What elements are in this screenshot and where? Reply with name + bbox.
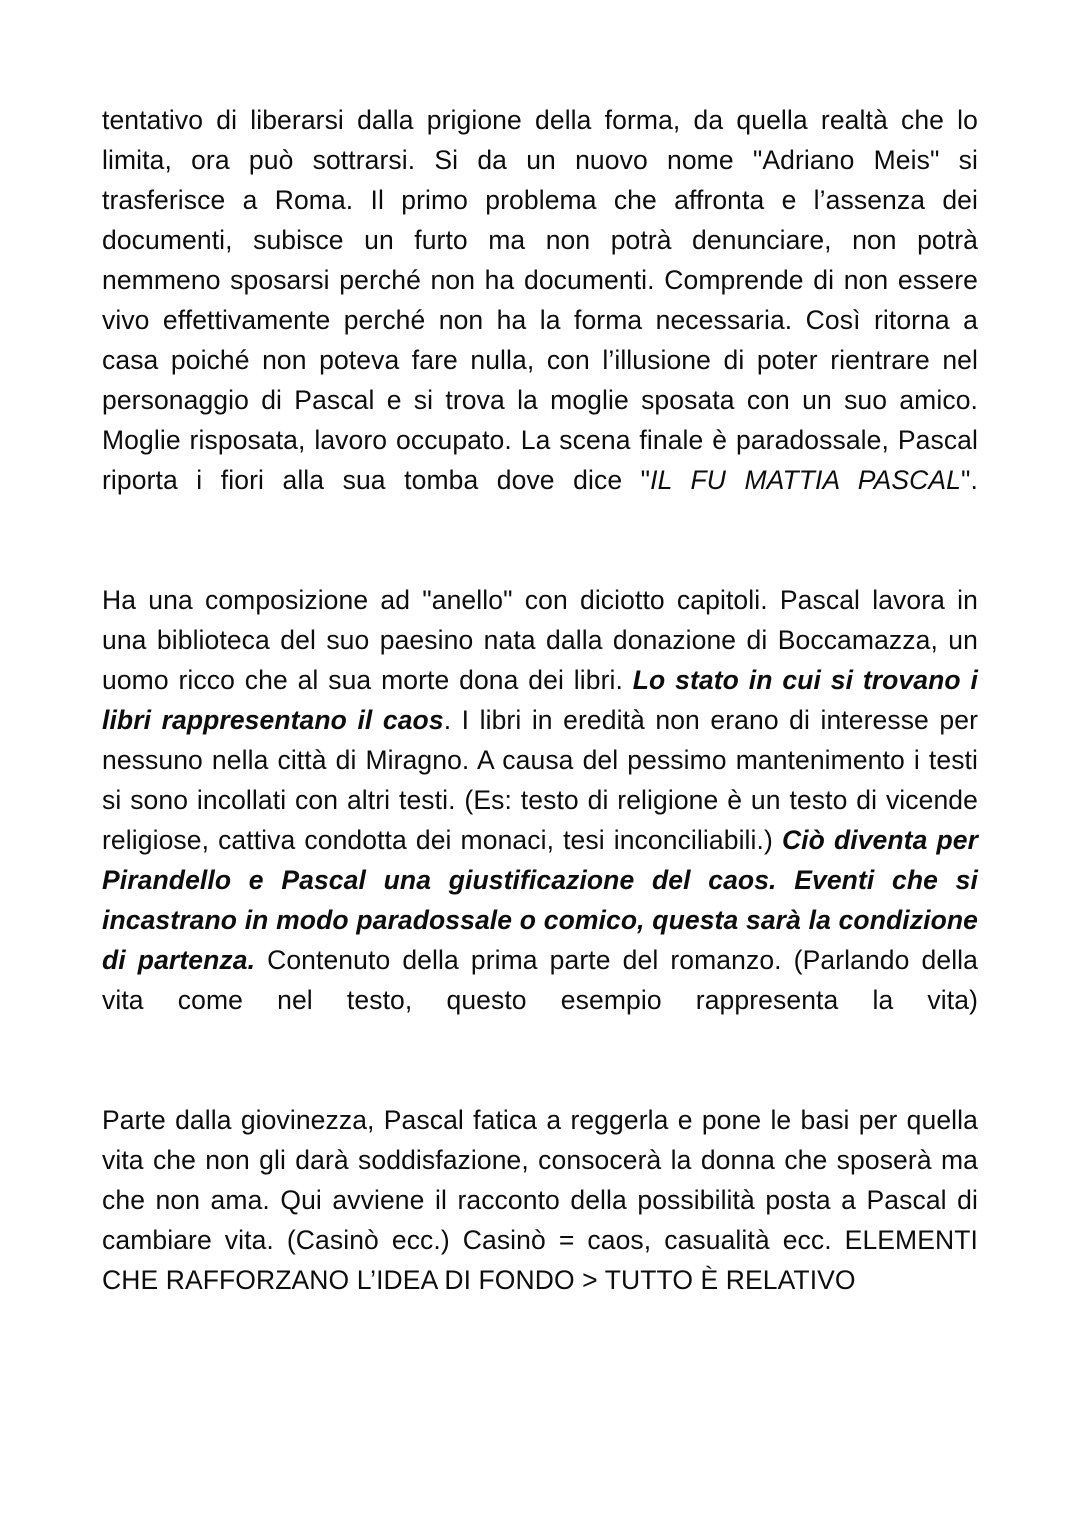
document-body	[102, 100, 978, 1300]
paragraph-2-run-1: Lo stato in cui si trovano i libri rappresentano il caos	[102, 665, 978, 735]
paragraph-3	[102, 1100, 978, 1300]
paragraph-1-run-0: tentativo di liberarsi dalla prigione della forma, da quella realtà che lo limita, ora può sottrarsi. Si da un nuovo nome "Adriano Meis" si trasferisce a Roma. Il primo problema che affronta e l’assenza dei documenti, subisce un furto ma non potrà denunciare, non potrà nemmeno sposarsi perché non ha documenti. Comprende di non essere vivo effettivamente perché non ha la forma necessaria. Così ritorna a casa poiché non poteva fare nulla, con l’illusione di poter rientrare nel personaggio di Pascal e si trova la moglie sposata con un suo amico. Moglie risposata, lavoro occupato. La scena finale è paradossale, Pascal riporta i fiori alla sua tomba dove dice "	[102, 105, 978, 495]
paragraph-2-run-3: Ciò diventa per Pirandello e Pascal una giustificazione del caos. Eventi che si incastrano in modo paradossale o comico, questa sarà la condizione di partenza.	[102, 825, 978, 975]
paragraph-2-run-2: . I libri in eredità non erano di interesse per nessuno nella città di Miragno. A causa del pessimo mantenimento i testi si sono incollati con altri testi. (Es: testo di religione è un testo di vicende religiose, cattiva condotta dei monaci, tesi inconciliabili.)	[102, 705, 978, 855]
paragraph-1-run-1: IL FU MATTIA PASCAL	[650, 465, 962, 495]
paragraph-2	[102, 580, 978, 1060]
paragraph-3-run-0: Parte dalla giovinezza, Pascal fatica a reggerla e pone le basi per quella vita che non gli darà soddisfazione, consocerà la donna che sposerà ma che non ama. Qui avviene il racconto della possibilità posta a Pascal di cambiare vita. (Casinò ecc.) Casinò = caos, casualità ecc. ELEMENTI CHE RAFFORZANO L’IDEA DI FONDO > TUTTO È RELATIVO	[102, 1105, 978, 1295]
paragraph-1	[102, 100, 978, 540]
paragraph-1-run-2: ".	[961, 465, 978, 495]
paragraph-2-run-4: Contenuto della prima parte del romanzo. (Parlando della vita come nel testo, questo esempio rappresenta la vita)	[102, 945, 979, 1015]
paragraph-2-run-0: Ha una composizione ad "anello" con diciotto capitoli. Pascal lavora in una biblioteca del suo paesino nata dalla donazione di Boccamazza, un uomo ricco che al sua morte dona dei libri.	[102, 585, 978, 695]
